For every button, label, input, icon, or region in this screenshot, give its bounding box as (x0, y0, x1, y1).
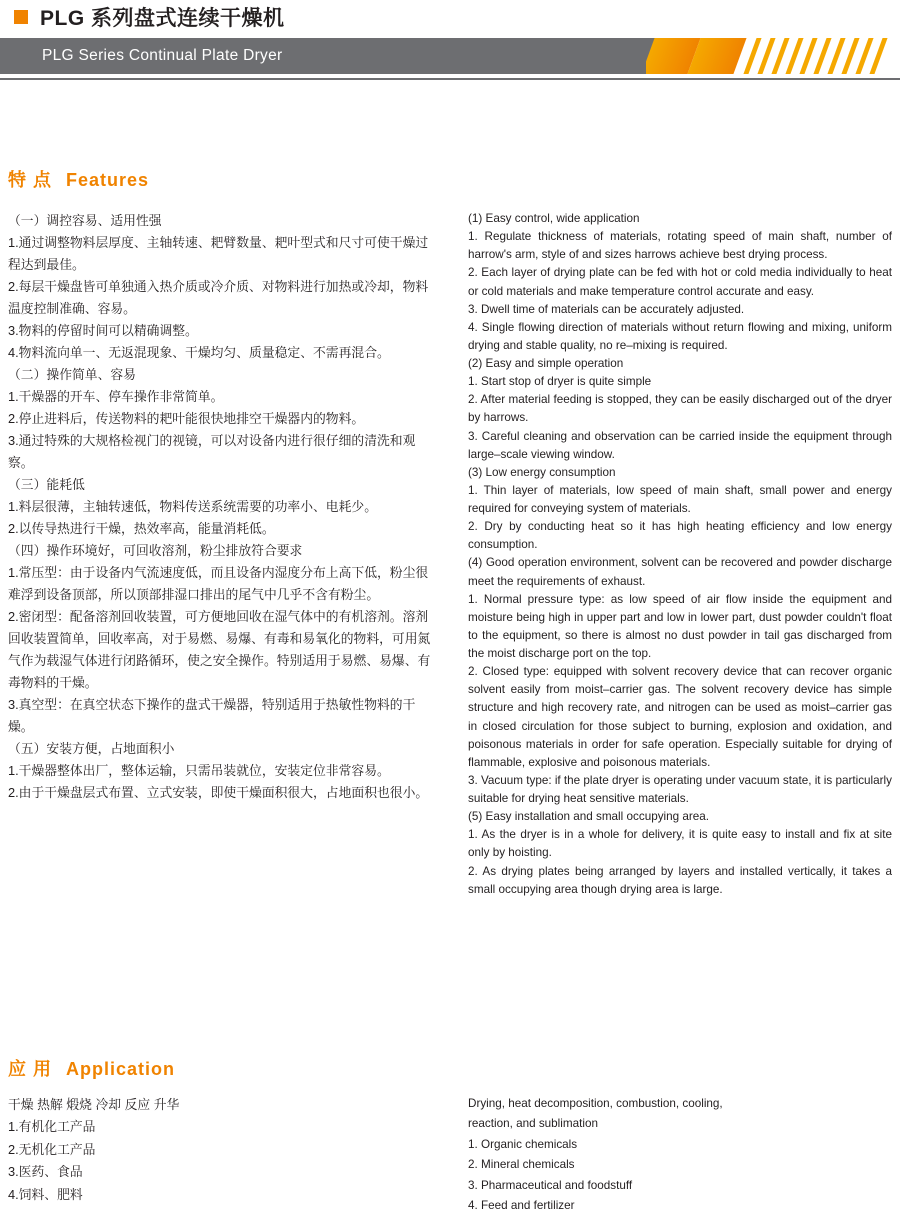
features-cn-line: 2.停止进料后，传送物料的耙叶能很快地排空干燥器内的物料。 (8, 411, 365, 426)
features-cn-line: 2.每层干燥盘皆可单独通入热介质或冷介质、对物料进行加热或冷却，物料温度控制准确、容易。 (8, 279, 429, 316)
features-en-line: 3. Dwell time of materials can be accurately adjusted. (468, 302, 745, 316)
application-en-line: 2. Mineral chemicals (468, 1158, 575, 1172)
features-cn-line: （二）操作简单、容易 (8, 367, 136, 382)
application-en-line: Drying, heat decomposition, combustion, cooling, (468, 1097, 723, 1110)
page-title-en: PLG Series Continual Plate Dryer (42, 47, 283, 64)
features-cn-line: 4.物料流向单一、无返混现象、干燥均匀、质量稳定、不需再混合。 (8, 345, 390, 360)
application-title-en: Application (66, 1059, 176, 1079)
application-cn-line: 4.饲料、肥料 (8, 1186, 83, 1202)
features-en-line: 3. Vacuum type: if the plate dryer is operating under vacuum state, it is particularly suitable for drying heat sensitive materials. (468, 773, 892, 805)
features-cn-line: 1.常压型：由于设备内气流速度低，而且设备内湿度分布上高下低，粉尘很难浮到设备顶部，所以顶部排湿口排出的尾气中几乎不含有粉尘。 (8, 565, 429, 602)
application-column-en (468, 1094, 892, 1217)
page-title-cn: PLG 系列盘式连续干燥机 (40, 7, 285, 30)
features-title-en: Features (66, 170, 150, 190)
features-cn-line: 1.干燥器的开车、停车操作非常简单。 (8, 389, 224, 404)
features-en-line: (3) Low energy consumption (468, 465, 616, 479)
features-cn-line: 3.物料的停留时间可以精确调整。 (8, 323, 198, 338)
features-column-cn (8, 210, 438, 804)
orange-square-bullet-icon (14, 10, 28, 24)
features-en-line: (5) Easy installation and small occupying area. (468, 810, 710, 824)
features-en-line: 2. Each layer of drying plate can be fed with hot or cold media individually to heat or cold materials and make temperature control accurate and easy. (468, 266, 892, 298)
application-cn-line: 干燥 热解 煅烧 冷却 反应 升华 (8, 1097, 180, 1112)
features-en-line: 1. As the dryer is in a whole for delivery, it is quite easy to install and fix at site only by hoisting. (468, 828, 892, 860)
application-cn-line: 1.有机化工产品 (8, 1119, 96, 1135)
features-en-line: 2. Closed type: equipped with solvent recovery device that can recover organic solvent easily from moist–carrier gas. The solvent recovery device has simple structure and high recovery rate, and nitrogen can be used as moist–carrier gas in closed circulation for those subject to burning, explosion and oxidation, and poisonous materials in order for safe operation. Especially suitable for drying of flammable, explosive and poisonous materials. (468, 665, 892, 769)
features-cn-line: 2.以传导热进行干燥，热效率高，能量消耗低。 (8, 521, 275, 536)
features-cn-line: （一）调控容易、适用性强 (8, 213, 162, 228)
features-column-en (468, 210, 892, 899)
features-en-line: 1. Thin layer of materials, low speed of main shaft, small power and energy required for conveying system of materials. (468, 483, 892, 515)
features-en-line: 2. After material feeding is stopped, they can be easily discharged out of the dryer by harrows. (468, 393, 892, 425)
features-en-line: 2. Dry by conducting heat so it has high heating efficiency and low energy consumption. (468, 520, 892, 552)
page-header (0, 0, 900, 80)
features-section-title (8, 166, 149, 192)
application-section-title (8, 1055, 175, 1081)
application-en-line: 1. Organic chemicals (468, 1137, 578, 1151)
features-cn-line: 3.真空型：在真空状态下操作的盘式干燥器，特别适用于热敏性物料的干燥。 (8, 697, 416, 734)
features-en-line: 1. Normal pressure type: as low speed of air flow inside the equipment and moisture being high in upper part and low in lower part, dust powder couldn't float to the equipment, so there is almost no dust powder in tail gas discharged from the moist discharge port on the top. (468, 592, 892, 660)
features-cn-line: （四）操作环境好，可回收溶剂，粉尘排放符合要求 (8, 543, 303, 558)
application-en-line: 4. Feed and fertilizer (468, 1199, 575, 1213)
features-cn-line: 1.通过调整物料层厚度、主轴转速、耙臂数量、耙叶型式和尺寸可使干燥过程达到最佳。 (8, 235, 429, 272)
features-cn-line: 2.密闭型：配备溶剂回收装置，可方便地回收在湿气体中的有机溶剂。溶剂回收装置简单，回收率高，对于易燃、易爆、有毒和易氧化的物料，可用氮气作为载湿气体进行闭路循环，使之安全操作。特别适用于易燃、易爆、有毒物料的干燥。 (8, 609, 431, 690)
features-cn-line: （五）安装方便，占地面积小 (8, 741, 175, 756)
features-cn-line: 1.干燥器整体出厂，整体运输，只需吊装就位，安装定位非常容易。 (8, 763, 390, 778)
features-en-line: 4. Single flowing direction of materials without return flowing and mixing, uniform drying and stable quality, no re–mixing is required. (468, 320, 892, 352)
features-cn-line: （三）能耗低 (8, 477, 85, 492)
application-column-cn (8, 1094, 438, 1206)
application-en-line: reaction, and sublimation (468, 1117, 598, 1131)
features-cn-line: 3.通过特殊的大规格检视门的视镜，可以对设备内进行很仔细的清洗和观察。 (8, 433, 416, 470)
features-en-line: (2) Easy and simple operation (468, 357, 624, 370)
header-rule (0, 78, 900, 80)
application-title-cn: 应 用 (8, 1059, 53, 1079)
header-title-row (0, 0, 900, 34)
features-en-line: 2. As drying plates being arranged by layers and installed vertically, it takes a small occupying area though drying area is large. (468, 864, 892, 896)
features-title-cn: 特 点 (8, 170, 53, 190)
features-cn-line: 1.料层很薄，主轴转速低，物料传送系统需要的功率小、电耗少。 (8, 499, 377, 514)
header-stripes-decoration (646, 38, 900, 74)
features-en-line: (1) Easy control, wide application (468, 212, 640, 225)
features-en-line: 1. Start stop of dryer is quite simple (468, 375, 652, 389)
features-en-line: 1. Regulate thickness of materials, rotating speed of main shaft, number of harrow's arm, style of and sizes harrows achieve best drying process. (468, 230, 892, 262)
features-en-line: (4) Good operation environment, solvent can be recovered and powder discharge meet the requirements of exhaust. (468, 556, 892, 588)
application-cn-line: 2.无机化工产品 (8, 1141, 96, 1157)
application-en-line: 3. Pharmaceutical and foodstuff (468, 1178, 633, 1192)
application-cn-line: 3.医药、食品 (8, 1164, 83, 1180)
features-en-line: 3. Careful cleaning and observation can be carried inside the equipment through large–scale viewing window. (468, 429, 892, 461)
features-cn-line: 2.由于干燥盘层式布置、立式安装，即使干燥面积很大，占地面积也很小。 (8, 785, 429, 800)
